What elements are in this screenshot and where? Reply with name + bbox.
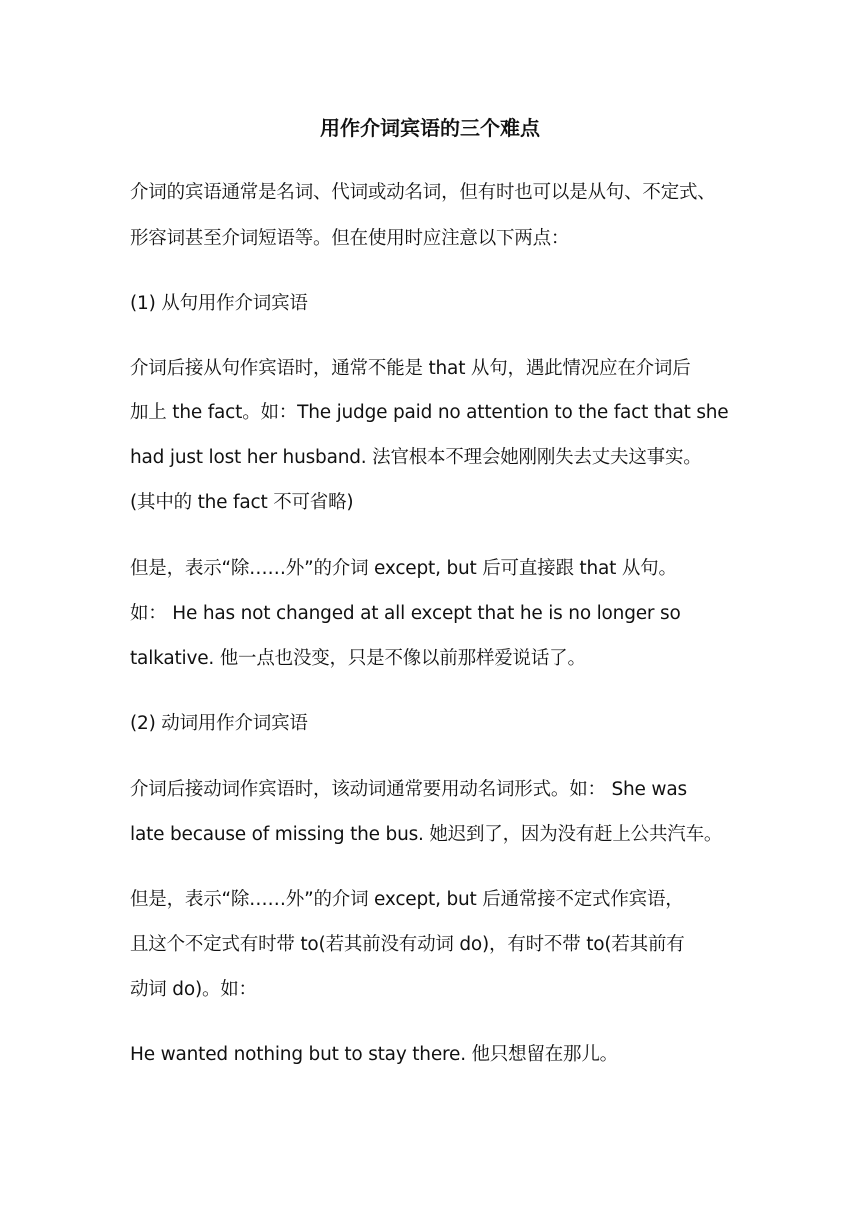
document-title: 用作介词宾语的三个难点 [320, 116, 540, 140]
text-line: 形容词甚至介词短语等。但在使用时应注意以下两点： [130, 228, 570, 249]
text-line: had just lost her husband. 法官根本不理会她刚刚失去丈夫这事实。 [130, 447, 702, 468]
text-line: 但是，表示“除……外”的介词 except, but 后通常接不定式作宾语， [130, 889, 684, 910]
section-heading: (2) 动词用作介词宾语 [130, 713, 308, 734]
text-line: (其中的 the fact 不可省略) [130, 492, 354, 513]
text-line: 但是，表示“除……外”的介词 except, but 后可直接跟 that 从句。 [130, 558, 677, 579]
text-line: talkative. 他一点也没变，只是不像以前那样爱说话了。 [130, 648, 586, 669]
text-line: 如： He has not changed at all except that he is no longer so [130, 603, 681, 624]
text-line: 加上 the fact。如：The judge paid no attention to the fact that she [130, 402, 729, 423]
text-line: 且这个不定式有时带 to(若其前没有动词 do)，有时不带 to(若其前有 [130, 934, 685, 955]
text-line: late because of missing the bus. 她迟到了，因为没有赶上公共汽车。 [130, 824, 723, 845]
text-line: 介词的宾语通常是名词、代词或动名词，但有时也可以是从句、不定式、 [130, 182, 716, 203]
text-line: 介词后接动词作宾语时，该动词通常要用动名词形式。如： She was [130, 779, 687, 800]
text-line: 介词后接从句作宾语时，通常不能是 that 从句，遇此情况应在介词后 [130, 358, 691, 379]
section-heading: (1) 从句用作介词宾语 [130, 293, 308, 314]
text-line: 动词 do)。如： [130, 979, 257, 1000]
text-line: He wanted nothing but to stay there. 他只想留在那儿。 [130, 1044, 618, 1065]
